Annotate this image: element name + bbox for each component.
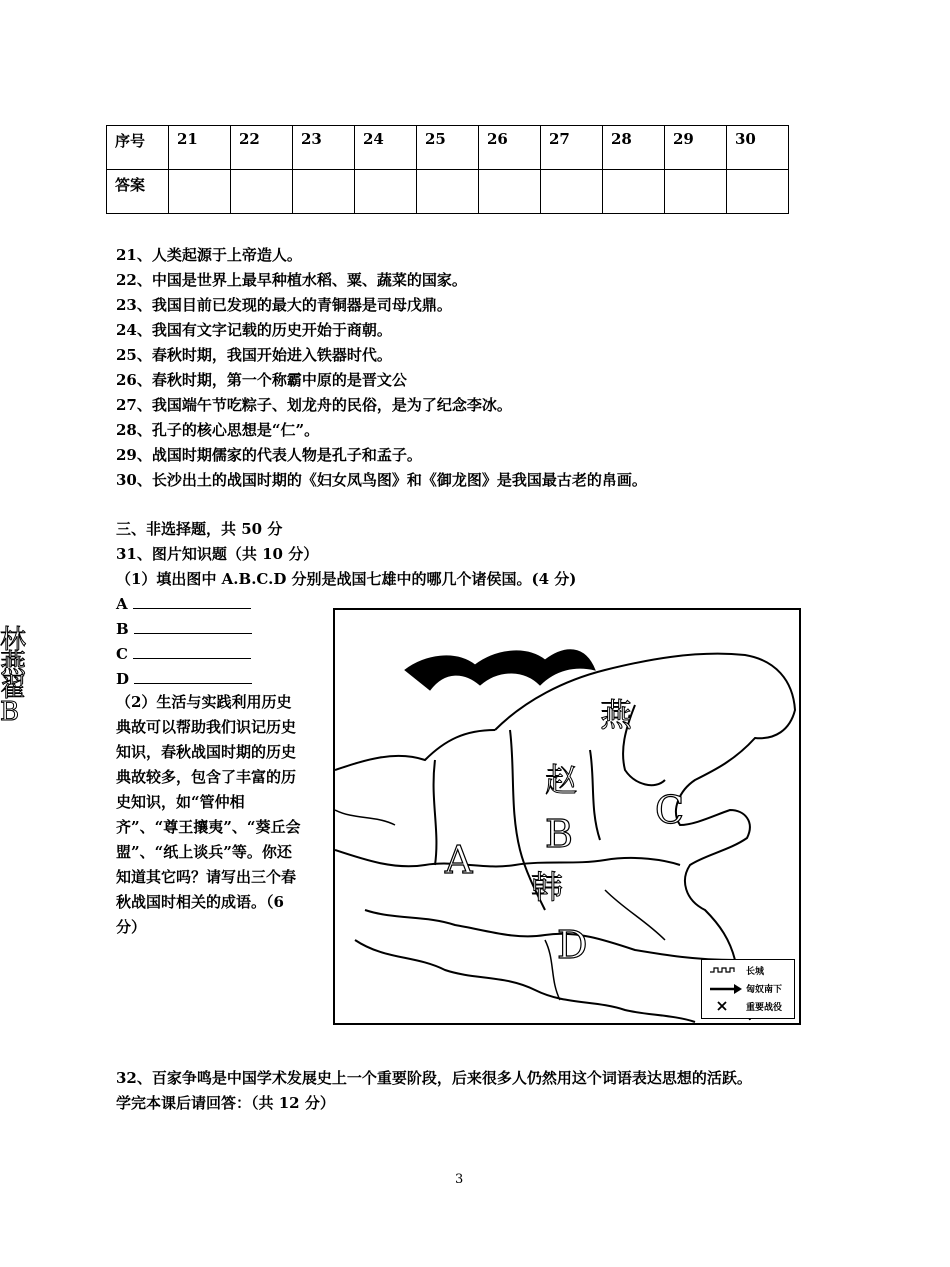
- statement-23: 23、我国目前已发现的最大的青铜器是司母戊鼎。: [116, 296, 452, 314]
- answer-cell[interactable]: [169, 170, 231, 214]
- number-cell: 29: [665, 126, 727, 170]
- state-label-han: 韩: [531, 868, 564, 906]
- q31-part2: （2）生活与实践利用历史典故可以帮助我们识记历史知识，春秋战国时期的历史典故较多，包含了丰富的历史知识，如“管仲相齐”、“尊王攘夷”、“葵丘会盟”、“纸上谈兵”等。你还知道其它吗？请写出三个春秋战国时相关的成语。（6 分）: [116, 693, 301, 936]
- number-cell: 24: [355, 126, 417, 170]
- statement-25: 25、春秋时期，我国开始进入铁器时代。: [116, 346, 392, 364]
- map-letter-d: D: [557, 923, 588, 967]
- number-cell: 23: [293, 126, 355, 170]
- legend-symbols: [706, 960, 746, 1016]
- statement-22: 22、中国是世界上最早种植水稻、粟、蔬菜的国家。: [116, 271, 467, 289]
- blank-label: D: [116, 670, 130, 688]
- side-watermark: 林燕翟B: [0, 625, 27, 727]
- number-cell: 28: [603, 126, 665, 170]
- blank-label: B: [116, 620, 129, 638]
- number-cell: 26: [479, 126, 541, 170]
- q31-title: 31、图片知识题（共 10 分）: [116, 545, 319, 563]
- answer-cell[interactable]: [479, 170, 541, 214]
- state-label-yan: 燕: [600, 696, 633, 734]
- legend-xiongnu: 匈奴南下: [746, 985, 783, 995]
- number-cell: 25: [417, 126, 479, 170]
- blank-c[interactable]: [116, 642, 251, 667]
- legend-great-wall: 长城: [746, 967, 765, 977]
- q31-part1: （1）填出图中 A.B.C.D 分别是战国七雄中的哪几个诸侯国。(4 分): [116, 570, 577, 588]
- number-cell: 22: [231, 126, 293, 170]
- statement-24: 24、我国有文字记载的历史开始于商朝。: [116, 321, 392, 339]
- number-cell: 30: [727, 126, 789, 170]
- answer-blank[interactable]: [134, 669, 252, 684]
- q32-line2: 学完本课后请回答：（共 12 分）: [116, 1094, 335, 1112]
- header-label: 序号: [107, 126, 169, 170]
- statement-29: 29、战国时期儒家的代表人物是孔子和孟子。: [116, 446, 422, 464]
- state-label-zhao: 赵: [545, 761, 578, 799]
- statement-28: 28、孔子的核心思想是“仁”。: [116, 421, 320, 439]
- answer-label: 答案: [107, 170, 169, 214]
- answer-blank[interactable]: [133, 644, 251, 659]
- blank-label: C: [116, 645, 128, 663]
- statement-26: 26、春秋时期，第一个称霸中原的是晋文公: [116, 371, 407, 389]
- answer-blank[interactable]: [133, 594, 251, 609]
- answer-cell[interactable]: [293, 170, 355, 214]
- answer-cell[interactable]: [231, 170, 293, 214]
- answer-cell[interactable]: [665, 170, 727, 214]
- blank-label: A: [116, 595, 128, 613]
- answer-cell[interactable]: [355, 170, 417, 214]
- answer-cell[interactable]: [417, 170, 479, 214]
- section3-title: 三、非选择题，共 50 分: [116, 520, 283, 538]
- map-letter-c: C: [655, 788, 685, 832]
- blank-d[interactable]: [116, 667, 252, 692]
- legend-battle: 重要战役: [746, 1003, 783, 1013]
- answer-cell[interactable]: [603, 170, 665, 214]
- number-cell: 27: [541, 126, 603, 170]
- table-row-number: [107, 126, 789, 170]
- warring-states-map: [333, 608, 801, 1025]
- statement-30: 30、长沙出土的战国时期的《妇女凤鸟图》和《御龙图》是我国最古老的帛画。: [116, 471, 647, 489]
- table-row-answer: [107, 170, 789, 214]
- number-cell: 21: [169, 126, 231, 170]
- answer-blank[interactable]: [134, 619, 252, 634]
- statement-21: 21、人类起源于上帝造人。: [116, 246, 302, 264]
- blank-b[interactable]: [116, 617, 252, 642]
- map-letter-b: B: [545, 812, 573, 856]
- page-number: 3: [455, 1172, 464, 1187]
- map-letter-a: A: [445, 838, 473, 882]
- blank-a[interactable]: [116, 592, 251, 617]
- answer-cell[interactable]: [541, 170, 603, 214]
- map-legend: [701, 959, 795, 1019]
- answer-cell[interactable]: [727, 170, 789, 214]
- statement-27: 27、我国端午节吃粽子、划龙舟的民俗，是为了纪念李冰。: [116, 396, 512, 414]
- answer-table: [106, 125, 789, 214]
- q32-line1: 32、百家争鸣是中国学术发展史上一个重要阶段，后来很多人仍然用这个词语表达思想的活跃。: [116, 1069, 752, 1087]
